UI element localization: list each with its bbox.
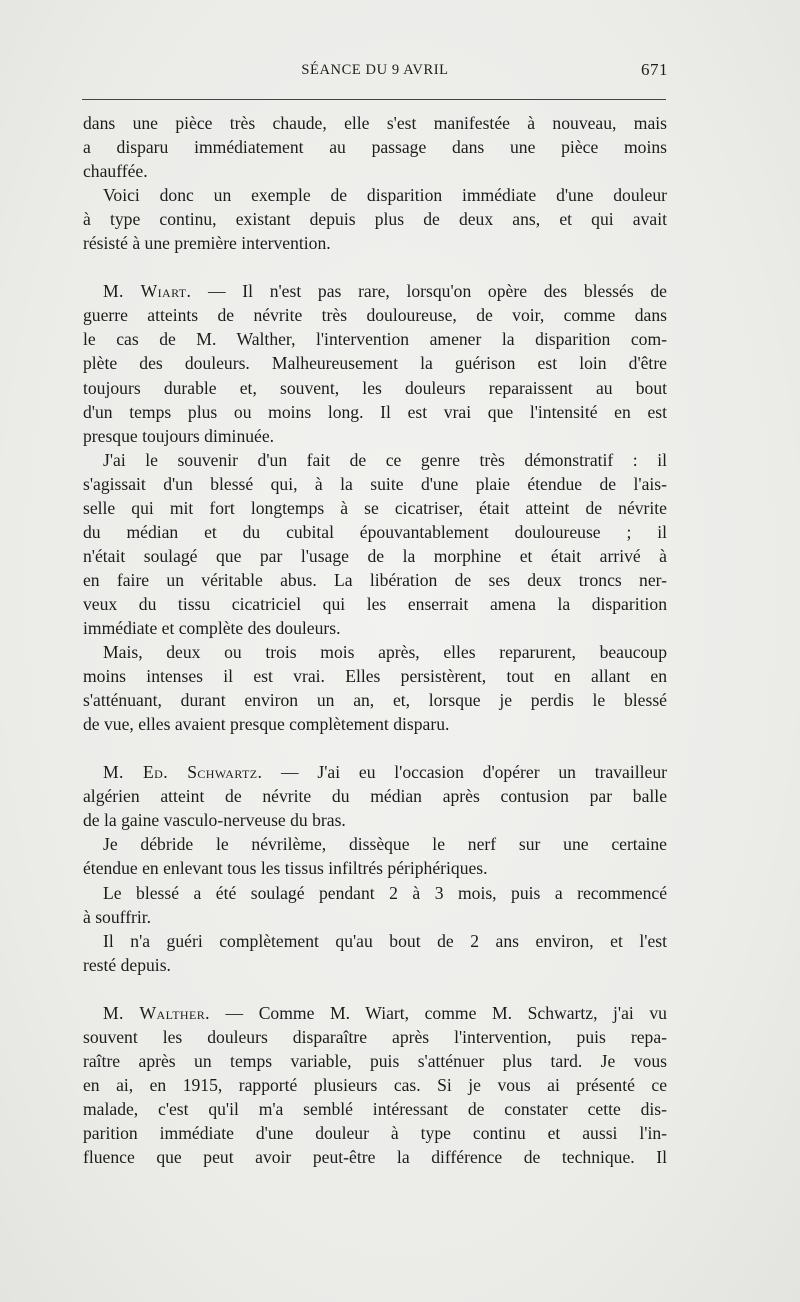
text-line: dans une pièce très chaude, elle s'est manifestée à nouveau, mais bbox=[83, 113, 667, 133]
text-line bbox=[83, 1001, 667, 1025]
text-line: raître après un temps variable, puis s'atténuer plus tard. Je vous bbox=[83, 1050, 667, 1071]
text-line: fluence que peut avoir peut-être la différence de technique. Il bbox=[83, 1147, 667, 1168]
text-line: resté depuis. bbox=[83, 954, 171, 975]
text-line: de vue, elles avaient presque complètement disparu. bbox=[83, 714, 450, 735]
text-line: Il n'a guéri complètement qu'au bout de 2 ans environ, et l'est bbox=[103, 930, 667, 951]
text-line: Le blessé a été soulagé pendant 2 à 3 mois, puis a recommencé bbox=[103, 882, 667, 903]
text-line: J'ai le souvenir d'un fait de ce genre très démonstratif : il bbox=[103, 449, 667, 470]
text-line: à type continu, existant depuis plus de deux ans, et qui avait bbox=[83, 209, 667, 230]
text-line: Je débride le névrilème, dissèque le nerf sur une certaine bbox=[103, 834, 667, 855]
text-line: n'était soulagé que par l'usage de la morphine et était arrivé à bbox=[83, 545, 667, 566]
text-line: s'agissait d'un blessé qui, à la suite d'une plaie étendue de l'ais- bbox=[83, 473, 667, 494]
paragraph-gap bbox=[83, 255, 667, 279]
text-line: a disparu immédiatement au passage dans une pièce moins bbox=[83, 137, 667, 158]
text-line bbox=[83, 279, 667, 303]
text-line: à souffrir. bbox=[83, 906, 152, 927]
text-line: chauffée. bbox=[83, 161, 148, 182]
text-line: Voici donc un exemple de disparition immédiate d'une douleur bbox=[103, 185, 667, 206]
text-line: de la gaine vasculo-nerveuse du bras. bbox=[83, 810, 346, 831]
body-text bbox=[83, 111, 667, 1169]
text-line: s'atténuant, durant environ un an, et, lorsque je perdis le blessé bbox=[83, 690, 667, 711]
header-rule bbox=[82, 99, 666, 100]
text-line bbox=[83, 760, 667, 784]
text-line: le cas de M. Walther, l'intervention amener la disparition com- bbox=[83, 329, 667, 350]
text-line: moins intenses il est vrai. Elles persistèrent, tout en allant en bbox=[83, 666, 667, 687]
speaker-text: — Comme M. Wiart, comme M. Schwartz, j'ai vu bbox=[209, 1002, 667, 1023]
text-line: malade, c'est qu'il m'a semblé intéressant de constater cette dis- bbox=[83, 1098, 667, 1119]
text-line: plète des douleurs. Malheureusement la guérison est loin d'être bbox=[83, 353, 667, 374]
text-line: veux du tissu cicatriciel qui les enserrait amena la disparition bbox=[83, 593, 667, 614]
text-line: en ai, en 1915, rapporté plusieurs cas. Si je vous ai présenté ce bbox=[83, 1074, 667, 1095]
text-line: selle qui mit fort longtemps à se cicatriser, était atteint de névrite bbox=[83, 497, 667, 518]
speaker-text: — J'ai eu l'occasion d'opérer un travailleur bbox=[262, 762, 667, 783]
speaker-text: — Il n'est pas rare, lorsqu'on opère des blessés de bbox=[191, 281, 667, 302]
speaker-name: M. Ed. Schwartz. bbox=[103, 762, 263, 783]
page-number: 671 bbox=[641, 60, 668, 79]
text-line: souvent les douleurs disparaître après l'intervention, puis repa- bbox=[83, 1026, 667, 1047]
text-line: toujours durable et, souvent, les douleurs reparaissent au bout bbox=[83, 377, 667, 398]
text-line: presque toujours diminuée. bbox=[83, 425, 275, 446]
text-line: immédiate et complète des douleurs. bbox=[83, 617, 341, 638]
text-line: résisté à une première intervention. bbox=[83, 233, 331, 254]
text-line: étendue en enlevant tous les tissus infiltrés périphériques. bbox=[83, 858, 488, 879]
text-line: du médian et du cubital épouvantablement douloureuse ; il bbox=[83, 521, 667, 542]
text-line: algérien atteint de névrite du médian après contusion par balle bbox=[83, 786, 667, 807]
speaker-name: M. Walther. bbox=[103, 1002, 210, 1023]
text-line: d'un temps plus ou moins long. Il est vrai que l'intensité en est bbox=[83, 401, 667, 422]
text-line: guerre atteints de névrite très douloureuse, de voir, comme dans bbox=[83, 305, 667, 326]
running-title: SÉANCE DU 9 AVRIL bbox=[301, 62, 449, 78]
speaker-name: M. Wiart. bbox=[103, 281, 192, 302]
paragraph-gap bbox=[83, 977, 667, 1001]
paragraph-gap bbox=[83, 736, 667, 760]
text-line: en faire un véritable abus. La libération de ses deux troncs ner- bbox=[83, 569, 667, 590]
text-line: Mais, deux ou trois mois après, elles reparurent, beaucoup bbox=[103, 642, 667, 663]
running-head bbox=[82, 58, 668, 88]
text-line: parition immédiate d'une douleur à type continu et aussi l'in- bbox=[83, 1122, 667, 1143]
